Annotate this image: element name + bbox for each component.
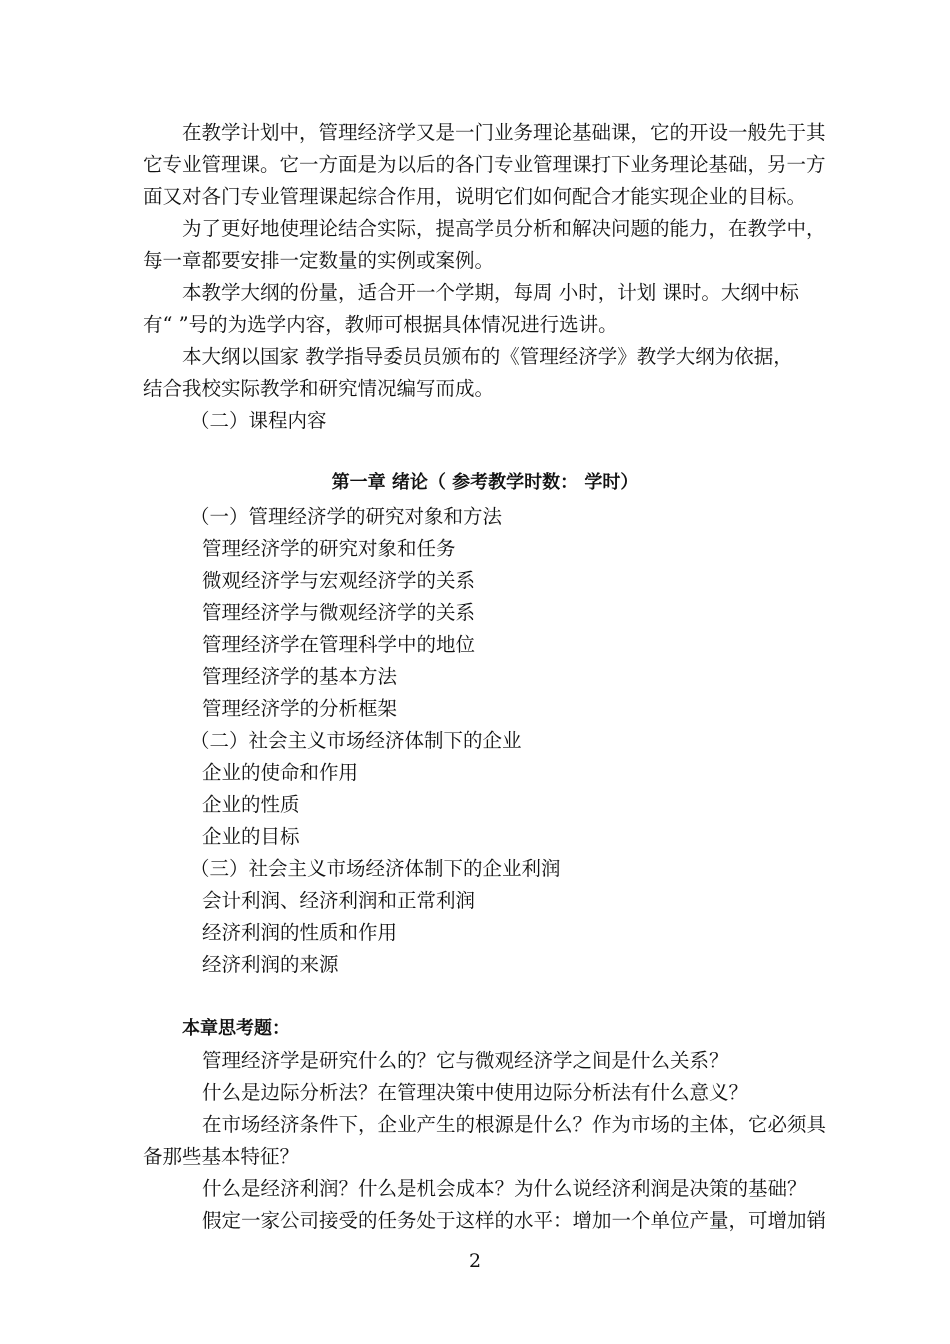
intro-line: 本教学大纲的份量，适合开一个学期，每周 小时，计划 课时。大纲中标	[182, 281, 799, 304]
chapter-item: 经济利润的来源	[202, 953, 339, 976]
questions-heading: 本章思考题：	[182, 1018, 290, 1039]
chapter-section: （一）管理经济学的研究对象和方法	[190, 505, 503, 528]
chapter-item: 管理经济学的基本方法	[202, 665, 398, 688]
chapter-item: 企业的目标	[202, 825, 300, 848]
chapter-item: 企业的性质	[202, 793, 300, 816]
chapter-title: 第一章 绪论（ 参考教学时数： 学时）	[331, 472, 639, 493]
chapter-item: 会计利润、经济利润和正常利润	[202, 889, 476, 912]
intro-line: 为了更好地使理论结合实际，提高学员分析和解决问题的能力，在教学中，	[182, 217, 826, 240]
chapter-section: （二）社会主义市场经济体制下的企业	[190, 729, 522, 752]
chapter-item: 管理经济学在管理科学中的地位	[202, 633, 476, 656]
question-line: 在市场经济条件下，企业产生的根源是什么？作为市场的主体，它必须具	[202, 1113, 827, 1136]
intro-line: 本大纲以国家 教学指导委员员颁布的《管理经济学》教学大纲为依据，	[182, 345, 793, 368]
section-heading: （二）课程内容	[190, 409, 327, 432]
intro-line: 结合我校实际教学和研究情况编写而成。	[143, 377, 495, 400]
intro-line: 面又对各门专业管理课起综合作用，说明它们如何配合才能实现企业的目标。	[143, 185, 807, 208]
intro-line: 在教学计划中，管理经济学又是一门业务理论基础课，它的开设一般先于其	[182, 121, 826, 144]
page-number: 2	[468, 1250, 482, 1272]
question-line: 什么是边际分析法？在管理决策中使用边际分析法有什么意义？	[202, 1081, 749, 1104]
chapter-item: 管理经济学与微观经济学的关系	[202, 601, 476, 624]
intro-line: 每一章都要安排一定数量的实例或案例。	[143, 249, 495, 272]
chapter-item: 企业的使命和作用	[202, 761, 359, 784]
chapter-item: 经济利润的性质和作用	[202, 921, 398, 944]
intro-line: 有“ ”号的为选学内容，教师可根据具体情况进行选讲。	[143, 313, 618, 336]
question-line: 什么是经济利润？什么是机会成本？为什么说经济利润是决策的基础？	[202, 1177, 807, 1200]
chapter-item: 微观经济学与宏观经济学的关系	[202, 569, 476, 592]
chapter-section: （三）社会主义市场经济体制下的企业利润	[190, 857, 561, 880]
question-line: 管理经济学是研究什么的？它与微观经济学之间是什么关系？	[202, 1049, 729, 1072]
intro-line: 它专业管理课。它一方面是为以后的各门专业管理课打下业务理论基础，另一方	[143, 153, 826, 176]
chapter-item: 管理经济学的分析框架	[202, 697, 398, 720]
question-line: 备那些基本特征？	[143, 1145, 300, 1168]
chapter-item: 管理经济学的研究对象和任务	[202, 537, 456, 560]
question-line: 假定一家公司接受的任务处于这样的水平：增加一个单位产量，可增加销	[202, 1209, 827, 1232]
